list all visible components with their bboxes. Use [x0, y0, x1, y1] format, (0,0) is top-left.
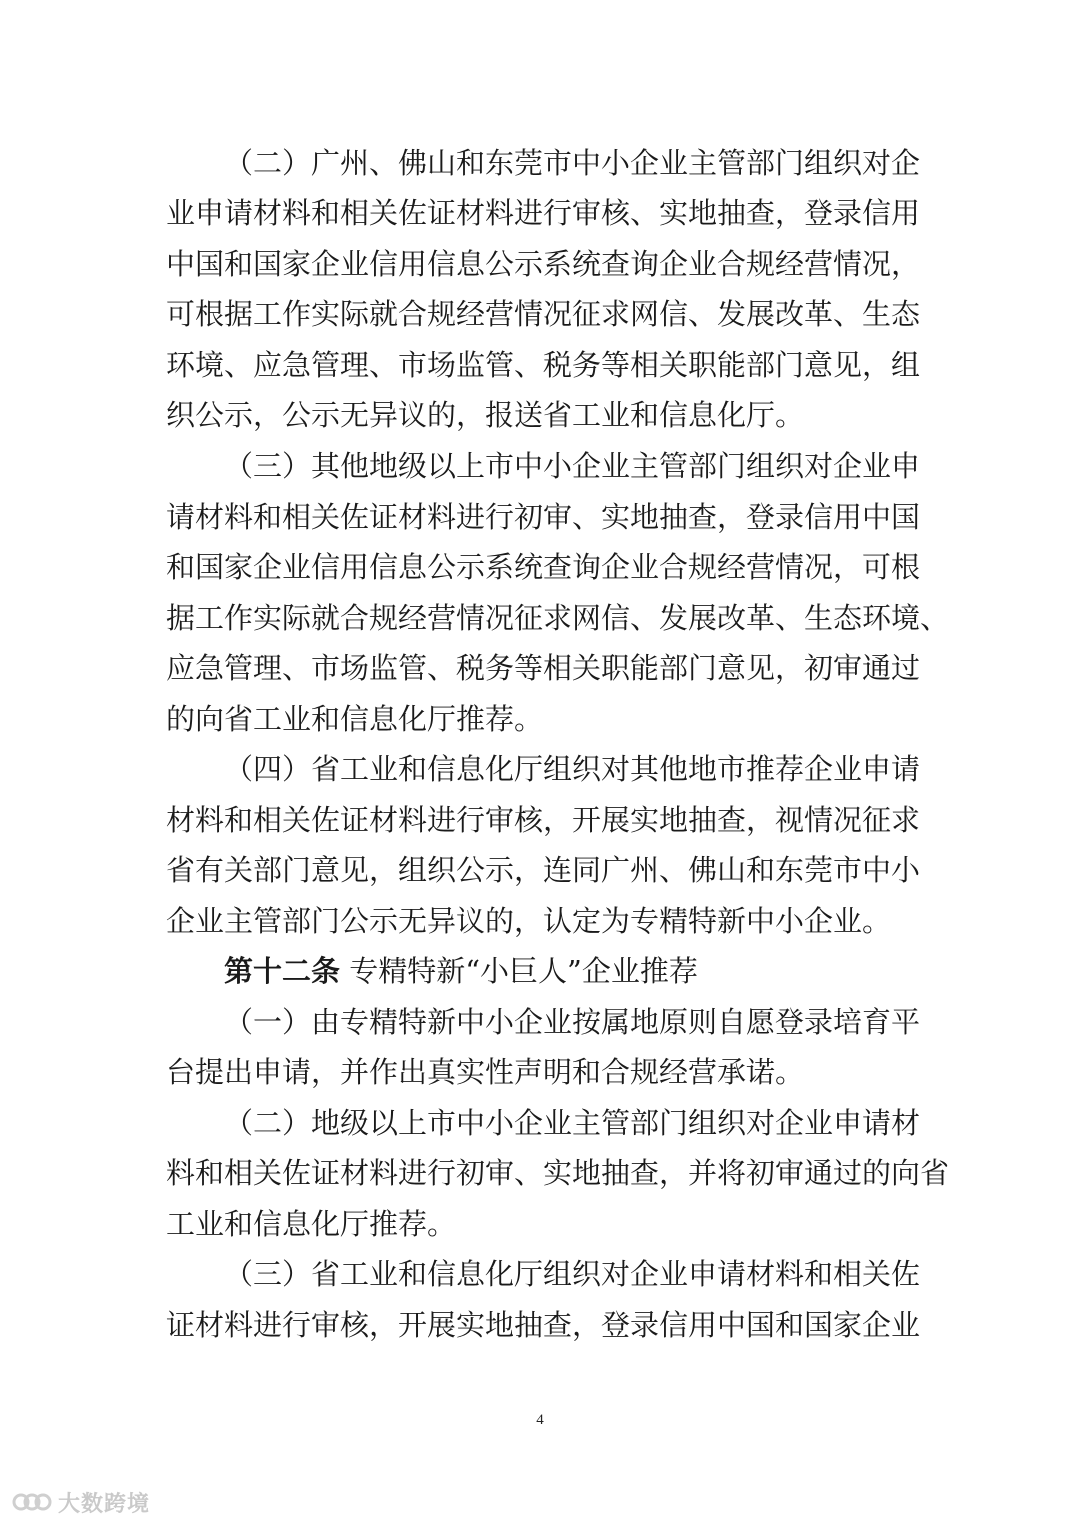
paragraph-line: 据工作实际就合规经营情况征求网信、发展改革、生态环境、	[166, 601, 950, 635]
paragraph-line: （三）省工业和信息化厅组织对企业申请材料和相关佐	[224, 1257, 921, 1291]
paragraph-line: 的向省工业和信息化厅推荐。	[166, 702, 544, 736]
paragraph-line: 中国和国家企业信用信息公示系统查询企业合规经营情况，	[166, 247, 921, 281]
paragraph-line: 应急管理、市场监管、税务等相关职能部门意见，初审通过	[166, 651, 921, 685]
page-number: 4	[536, 1412, 544, 1428]
paragraph-line: 织公示，公示无异议的，报送省工业和信息化厅。	[166, 398, 805, 432]
brand-logo-icon	[12, 1489, 52, 1515]
paragraph-line: （二）广州、佛山和东莞市中小企业主管部门组织对企	[224, 146, 921, 180]
paragraph-line: 环境、应急管理、市场监管、税务等相关职能部门意见，组	[166, 348, 921, 382]
article-heading	[224, 951, 916, 991]
watermark-text: 大数跨境	[58, 1491, 151, 1517]
paragraph-line: 请材料和相关佐证材料进行初审、实地抽查，登录信用中国	[166, 500, 921, 534]
article-title: 专精特新“小巨人”企业推荐	[349, 954, 698, 988]
paragraph-line: （三）其他地级以上市中小企业主管部门组织对企业申	[224, 449, 921, 483]
paragraph-line: 材料和相关佐证材料进行审核，开展实地抽查，视情况征求	[166, 803, 921, 837]
paragraph-line: （一）由专精特新中小企业按属地原则自愿登录培育平	[224, 1005, 921, 1039]
paragraph-line: （二）地级以上市中小企业主管部门组织对企业申请材	[224, 1106, 921, 1140]
watermark	[12, 1487, 150, 1517]
paragraph-line: （四）省工业和信息化厅组织对其他地市推荐企业申请	[224, 752, 921, 786]
paragraph-line: 可根据工作实际就合规经营情况征求网信、发展改革、生态	[166, 297, 921, 331]
paragraph-line: 证材料进行审核，开展实地抽查，登录信用中国和国家企业	[166, 1308, 921, 1342]
paragraph-line: 台提出申请，并作出真实性声明和合规经营承诺。	[166, 1055, 805, 1089]
paragraph-line: 业申请材料和相关佐证材料进行审核、实地抽查，登录信用	[166, 196, 921, 230]
paragraph-line: 和国家企业信用信息公示系统查询企业合规经营情况，可根	[166, 550, 921, 584]
paragraph-line: 工业和信息化厅推荐。	[166, 1207, 457, 1241]
paragraph-line: 料和相关佐证材料进行初审、实地抽查，并将初审通过的向省	[166, 1156, 950, 1190]
article-number: 第十二条	[224, 954, 341, 988]
paragraph-line: 企业主管部门公示无异议的，认定为专精特新中小企业。	[166, 904, 892, 938]
paragraph-line: 省有关部门意见，组织公示，连同广州、佛山和东莞市中小	[166, 853, 921, 887]
